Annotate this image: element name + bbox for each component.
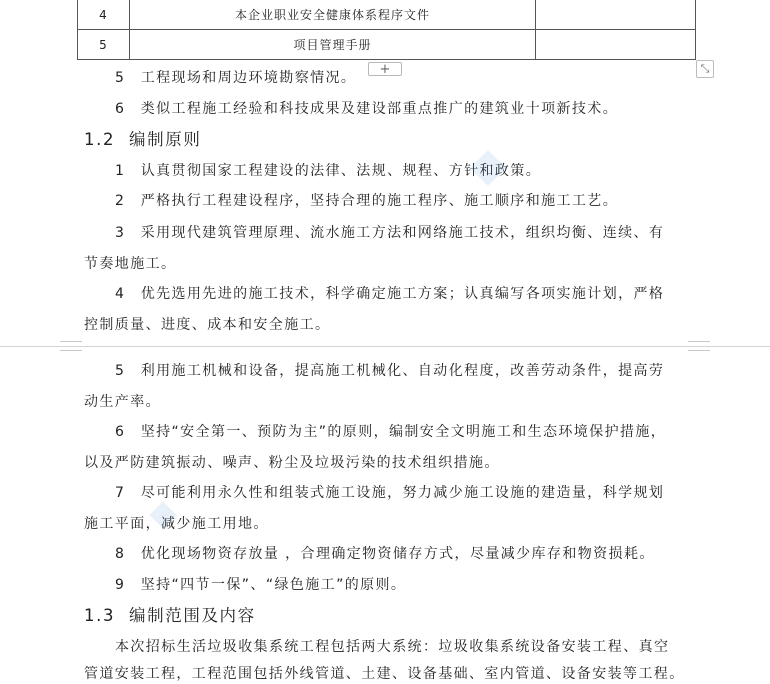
basis-item-5: 5 工程现场和周边环境勘察情况。 bbox=[115, 70, 357, 86]
principle-item-7-line-2: 施工平面，减少施工用地。 bbox=[84, 516, 269, 532]
principle-item-6-line-2: 以及严防建筑振动、噪声、粉尘及垃圾污染的技术组织措施。 bbox=[84, 455, 500, 471]
section-heading-1-2 bbox=[84, 129, 201, 151]
section-number: 1.2 bbox=[84, 130, 116, 149]
table-resize-handle[interactable]: ⤡ bbox=[696, 60, 714, 78]
principle-item-2: 2 严格执行工程建设程序，坚持合理的施工程序、施工顺序和施工工艺。 bbox=[115, 193, 619, 209]
section-number: 1.3 bbox=[84, 606, 116, 625]
page-break-marker-left bbox=[60, 341, 82, 351]
add-table-row-button[interactable]: + bbox=[368, 62, 402, 76]
principle-item-3-line-2: 节奏地施工。 bbox=[84, 256, 177, 272]
principle-item-1: 1 认真贯彻国家工程建设的法律、法规、规程、方针和政策。 bbox=[115, 163, 542, 179]
page-break-marker-right bbox=[688, 341, 710, 351]
section-heading-1-3 bbox=[84, 605, 256, 627]
section-title: 编制原则 bbox=[129, 130, 202, 149]
table-cell-note[interactable] bbox=[536, 0, 696, 30]
principle-item-6-line-1: 6 坚持“安全第一、预防为主”的原则，编制安全文明施工和生态环境保护措施， bbox=[115, 424, 667, 440]
table-cell-num[interactable]: 5 bbox=[78, 30, 130, 60]
scope-paragraph-line-2: 管道安装工程，工程范围包括外线管道、土建、设备基础、室内管道、设备安装等工程。 bbox=[84, 666, 685, 682]
principle-item-4-line-1: 4 优先选用先进的施工技术，科学确定施工方案；认真编写各项实施计划，严格 bbox=[115, 286, 665, 302]
page-break-line bbox=[0, 346, 770, 347]
watermark-logo-icon bbox=[468, 148, 508, 188]
basis-item-6: 6 类似工程施工经验和科技成果及建设部重点推广的建筑业十项新技术。 bbox=[115, 101, 619, 117]
principle-item-3-line-1: 3 采用现代建筑管理原理、流水施工方法和网络施工技术，组织均衡、连续、有 bbox=[115, 225, 665, 241]
document-table bbox=[77, 0, 696, 60]
principle-item-4-line-2: 控制质量、进度、成本和安全施工。 bbox=[84, 317, 331, 333]
scope-paragraph-line-1: 本次招标生活垃圾收集系统工程包括两大系统：垃圾收集系统设备安装工程、真空 bbox=[115, 639, 670, 655]
table-cell-title[interactable]: 项目管理手册 bbox=[130, 30, 536, 60]
table-cell-note[interactable] bbox=[536, 30, 696, 60]
table-row bbox=[78, 30, 696, 60]
principle-item-5-line-2: 动生产率。 bbox=[84, 394, 161, 410]
table-row bbox=[78, 0, 696, 30]
table-cell-title[interactable]: 本企业职业安全健康体系程序文件 bbox=[130, 0, 536, 30]
principle-item-8: 8 优化现场物资存放量 ，合理确定物资储存方式，尽量减少库存和物资损耗。 bbox=[115, 546, 655, 562]
table-cell-num[interactable]: 4 bbox=[78, 0, 130, 30]
principle-item-5-line-1: 5 利用施工机械和设备，提高施工机械化、自动化程度，改善劳动条件，提高劳 bbox=[115, 363, 665, 379]
principle-item-9: 9 坚持“四节一保”、“绿色施工”的原则。 bbox=[115, 577, 407, 593]
section-title: 编制范围及内容 bbox=[129, 606, 256, 625]
principle-item-7-line-1: 7 尽可能利用永久性和组装式施工设施，努力减少施工设施的建造量，科学规划 bbox=[115, 485, 665, 501]
watermark-logo-icon bbox=[148, 500, 178, 530]
